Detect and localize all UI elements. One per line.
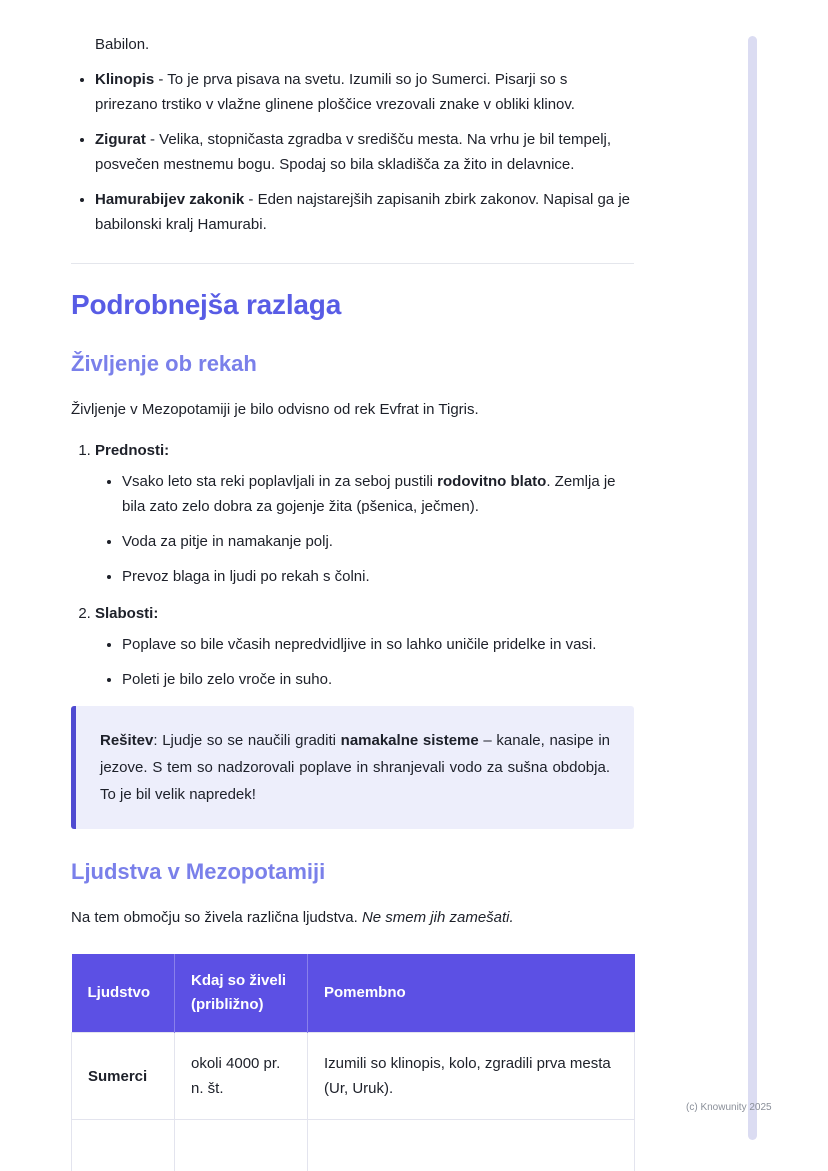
section-divider bbox=[71, 263, 634, 264]
note-content bbox=[71, 32, 634, 1171]
subsection-heading-ljudstva: Ljudstva v Mezopotamiji bbox=[71, 859, 326, 884]
text-part: Prevoz blaga in ljudi po rekah s čolni. bbox=[122, 568, 370, 585]
callout-bold-part: Rešitev bbox=[100, 732, 154, 749]
column-header-ljudstvo: Ljudstvo bbox=[72, 954, 175, 1033]
text-part: Voda za pitje in namakanje polj. bbox=[122, 533, 333, 550]
pros-label: Prednosti: bbox=[95, 442, 170, 459]
list-item bbox=[122, 469, 634, 519]
cell-empty bbox=[308, 1120, 635, 1171]
list-item-hamurabijev-zakonik bbox=[95, 187, 634, 237]
table-row-sumerci bbox=[72, 1033, 635, 1120]
column-header-pomembno: Pomembno bbox=[308, 954, 635, 1033]
paragraph-babilon: Babilon. bbox=[95, 36, 150, 53]
term-description: - Eden najstarejših zapisanih zbirk zakonov. Napisal ga je babilonski kralj Hamurabi. bbox=[95, 191, 630, 233]
peoples-table bbox=[71, 954, 635, 1171]
list-item-slabosti bbox=[95, 601, 634, 692]
cell-people-when: okoli 4000 pr. n. št. bbox=[175, 1033, 308, 1120]
cell-empty bbox=[175, 1120, 308, 1171]
peoples-intro-paragraph bbox=[71, 905, 634, 930]
list-item bbox=[122, 564, 634, 589]
column-header-kdaj: Kdaj so živeli (približno) bbox=[175, 954, 308, 1033]
callout-text-part: : Ljudje so se naučili graditi bbox=[153, 732, 341, 749]
text-part: Vsako leto sta reki poplavljali in za seboj pustili bbox=[122, 473, 438, 490]
table-header-row bbox=[72, 954, 635, 1033]
list-item bbox=[122, 632, 634, 657]
cons-sublist bbox=[95, 632, 634, 692]
term-label: Hamurabijev zakonik bbox=[95, 191, 245, 208]
pros-sublist bbox=[95, 469, 634, 589]
subsection-heading-zivljenje-ob-rekah: Življenje ob rekah bbox=[71, 351, 257, 376]
list-item-zigurat bbox=[95, 127, 634, 177]
term-label: Klinopis bbox=[95, 71, 155, 88]
text-part: . Zemlja je bila zato zelo dobra za gojenje žita (pšenica, ječmen). bbox=[122, 473, 616, 515]
text-part: Poleti je bilo zelo vroče in suho. bbox=[122, 671, 333, 688]
callout-text-part: – kanale, nasipe in jezove. S tem so nadzorovali poplave in shranjevali vodo za sušna obdobja. To je bil velik napredek! bbox=[100, 732, 610, 803]
term-description: - Velika, stopničasta zgradba v središču mesta. Na vrhu je bil tempelj, posvečen mestnemu bogu. Spodaj so bila skladišča za žito in delavnice. bbox=[95, 131, 612, 173]
cell-people-name: Sumerci bbox=[72, 1033, 175, 1120]
rivers-intro-paragraph: Življenje v Mezopotamiji je bilo odvisno od rek Evfrat in Tigris. bbox=[71, 401, 479, 418]
section-heading-podrobnejsa-razlaga: Podrobnejša razlaga bbox=[71, 289, 342, 320]
watermark: (c) Knowunity 2025 bbox=[686, 1102, 772, 1113]
term-label: Zigurat bbox=[95, 131, 146, 148]
table-row-partial bbox=[72, 1120, 635, 1171]
key-terms-list bbox=[71, 67, 634, 237]
cell-empty bbox=[72, 1120, 175, 1171]
text-part: Poplave so bile včasih nepredvidljive in so lahko uničile pridelke in vasi. bbox=[122, 636, 597, 653]
term-description: - To je prva pisava na svetu. Izumili so jo Sumerci. Pisarji so s prirezano trstiko v vlažne glinene ploščice vrezovali znake v obliki klinov. bbox=[95, 71, 575, 113]
solution-callout bbox=[71, 706, 634, 829]
pros-cons-list bbox=[71, 438, 634, 692]
callout-bold-part: namakalne sisteme bbox=[340, 732, 479, 749]
cons-label: Slabosti: bbox=[95, 605, 159, 622]
text-italic-part: Ne smem jih zamešati. bbox=[361, 909, 514, 926]
list-item bbox=[122, 529, 634, 554]
text-bold-part: rodovitno blato bbox=[437, 473, 547, 490]
list-item-prednosti bbox=[95, 438, 634, 589]
list-item bbox=[122, 667, 634, 692]
scrollbar-track[interactable] bbox=[748, 36, 757, 1140]
text-part: Na tem območju so živela različna ljudstva. bbox=[71, 909, 362, 926]
cell-people-note: Izumili so klinopis, kolo, zgradili prva mesta (Ur, Uruk). bbox=[308, 1033, 635, 1120]
list-item-klinopis bbox=[95, 67, 634, 117]
